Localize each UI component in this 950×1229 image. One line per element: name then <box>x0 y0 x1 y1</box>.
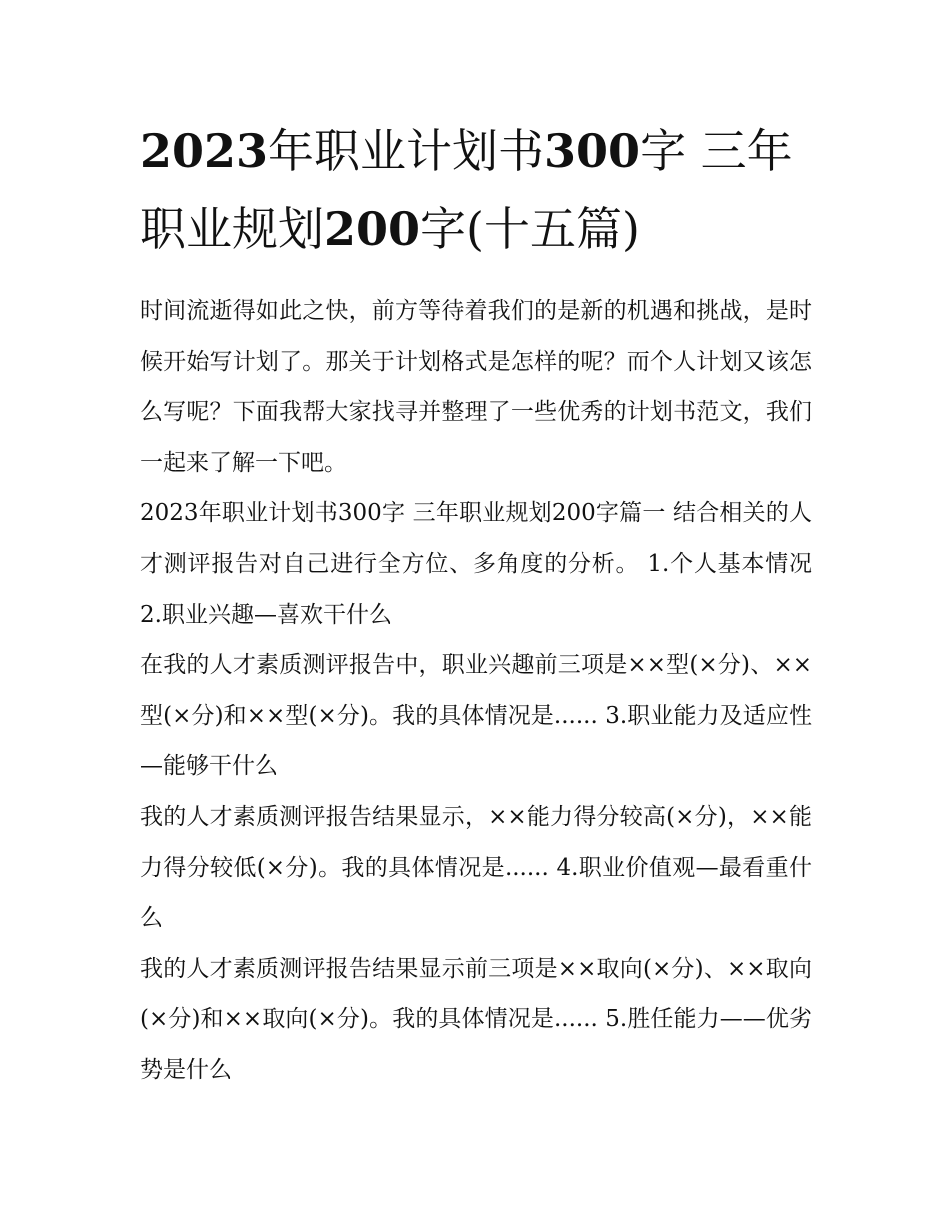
paragraph-career-interest: 在我的人才素质测评报告中，职业兴趣前三项是××型(×分)、××型(×分)和××型(×分)。我的具体情况是...... 3.职业能力及适应性—能够干什么 <box>140 652 812 780</box>
paragraph-career-ability: 我的人才素质测评报告结果显示，××能力得分较高(×分)，××能力得分较低(×分)。我的具体情况是...... 4.职业价值观—最看重什么 <box>140 803 812 932</box>
paragraph-intro: 时间流逝得如此之快，前方等待着我们的是新的机遇和挑战，是时候开始写计划了。那关于计划格式是怎样的呢？而个人计划又该怎么写呢？下面我帮大家找寻并整理了一些优秀的计划书范文，我们一起来了解一下吧。 <box>140 298 812 476</box>
paragraph-section-one: 2023年职业计划书300字 三年职业规划200字篇一 结合相关的人才测评报告对自己进行全方位、多角度的分析。 1.个人基本情况 2.职业兴趣—喜欢干什么 <box>140 500 812 628</box>
document-body <box>140 286 812 1096</box>
paragraph-career-values: 我的人才素质测评报告结果显示前三项是××取向(×分)、××取向(×分)和××取向(×分)。我的具体情况是...... 5.胜任能力——优劣势是什么 <box>140 955 812 1083</box>
document-title: 2023年职业计划书300字 三年职业规划200字(十五篇) <box>140 124 793 256</box>
document-page <box>140 112 812 1096</box>
